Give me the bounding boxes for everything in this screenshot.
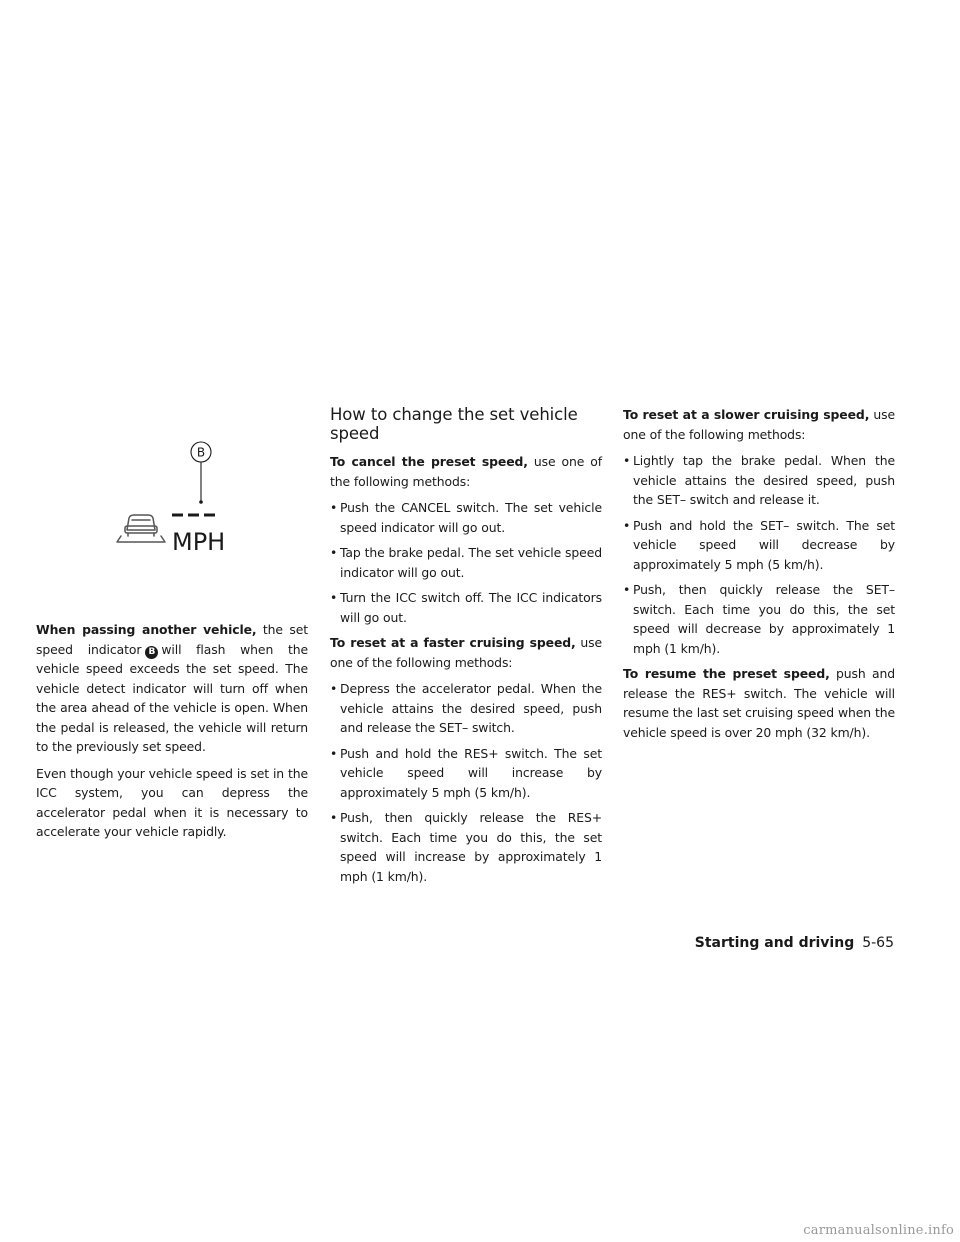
column-right (623, 405, 895, 749)
list-item (623, 580, 895, 658)
list-item (623, 516, 895, 575)
list-item (330, 808, 602, 886)
accelerate-paragraph: Even though your vehicle speed is set in the ICC system, you can depress the accelerator pedal when it is necessary to accelerate your vehicle rapidly. (36, 765, 308, 839)
faster-lead: To reset at a faster cruising speed, (330, 635, 576, 650)
bullet-dot: • (330, 500, 338, 515)
list-item-text: Push, then quickly release the SET– switch. Each time you do this, the set speed will decrease by approximately 1 mph (1 km/h). (633, 582, 895, 656)
faster-tail: use one of the following methods: (330, 635, 602, 670)
list-item (330, 543, 602, 582)
bullet-dot: • (330, 745, 338, 761)
passing-text-pre: the set speed indicator (36, 622, 308, 657)
list-item-text: Push and hold the RES+ switch. The set vehicle speed will increase by approximately 5 mph (5 km/h). (340, 745, 602, 800)
cancel-tail: use one of the following methods: (330, 454, 602, 489)
faster-intro (330, 633, 602, 672)
column-middle (330, 405, 602, 892)
bullet-dot: • (330, 681, 338, 696)
bullet-dot: • (623, 517, 631, 533)
set-speed-indicator-illustration (108, 438, 248, 558)
bullet-dot: • (623, 582, 631, 597)
page-footer (695, 935, 894, 951)
list-item-text: Turn the ICC switch off. The ICC indicators will go out. (340, 590, 602, 625)
slower-tail: use one of the following methods: (623, 407, 895, 442)
bullet-dot: • (330, 590, 338, 605)
page-number: 5-65 (862, 935, 894, 951)
passing-lead: When passing another vehicle, (36, 622, 257, 637)
list-item-text: Push and hold the SET– switch. The set vehicle speed will decrease by approximately 5 mph (5 km/h). (633, 517, 895, 572)
indicator-b-marker: B (145, 646, 158, 659)
list-item (623, 451, 895, 510)
callout-leader-dot (199, 500, 203, 504)
slower-lead: To reset at a slower cruising speed, (623, 407, 870, 422)
list-item (330, 679, 602, 738)
cancel-intro (330, 452, 602, 491)
resume-lead: To resume the preset speed, (623, 666, 830, 681)
callout-b-label: B (196, 445, 206, 460)
list-item (330, 744, 602, 803)
bullet-dot: • (330, 810, 338, 825)
mph-label: MPH (172, 528, 226, 556)
watermark: carmanualsonline.info (803, 1223, 954, 1238)
list-item-text: Push the CANCEL switch. The set vehicle speed indicator will go out. (340, 500, 602, 535)
vehicle-detect-icon (117, 515, 165, 542)
list-item-text: Depress the accelerator pedal. When the vehicle attains the desired speed, push and release the SET– switch. (340, 681, 602, 735)
resume-paragraph (623, 664, 895, 742)
list-item-text: Lightly tap the brake pedal. When the vehicle attains the desired speed, push the SET– switch and release it. (633, 453, 895, 507)
section-heading: How to change the set vehicle speed (330, 405, 578, 443)
list-item (330, 498, 602, 537)
list-item (330, 588, 602, 627)
bullet-dot: • (330, 545, 338, 560)
list-item-text: Push, then quickly release the RES+ switch. Each time you do this, the set speed will increase by approximately 1 mph (1 km/h). (340, 810, 602, 884)
list-item-text: Tap the brake pedal. The set vehicle speed indicator will go out. (340, 545, 602, 580)
resume-tail: push and release the RES+ switch. The vehicle will resume the last set cruising speed when the vehicle speed is over 20 mph (32 km/h). (623, 666, 895, 740)
slower-intro (623, 405, 895, 444)
passing-paragraph (36, 620, 308, 757)
cancel-lead: To cancel the preset speed, (330, 454, 528, 469)
bullet-dot: • (623, 453, 631, 468)
passing-text-post: will flash when the vehicle speed exceeds the set speed. The vehicle detect indicator will turn off when the area ahead of the vehicle is open. When the pedal is released, the vehicle will return to the previously set speed. (36, 641, 308, 754)
column-left (36, 620, 308, 849)
footer-section-title: Starting and driving (694, 935, 855, 951)
